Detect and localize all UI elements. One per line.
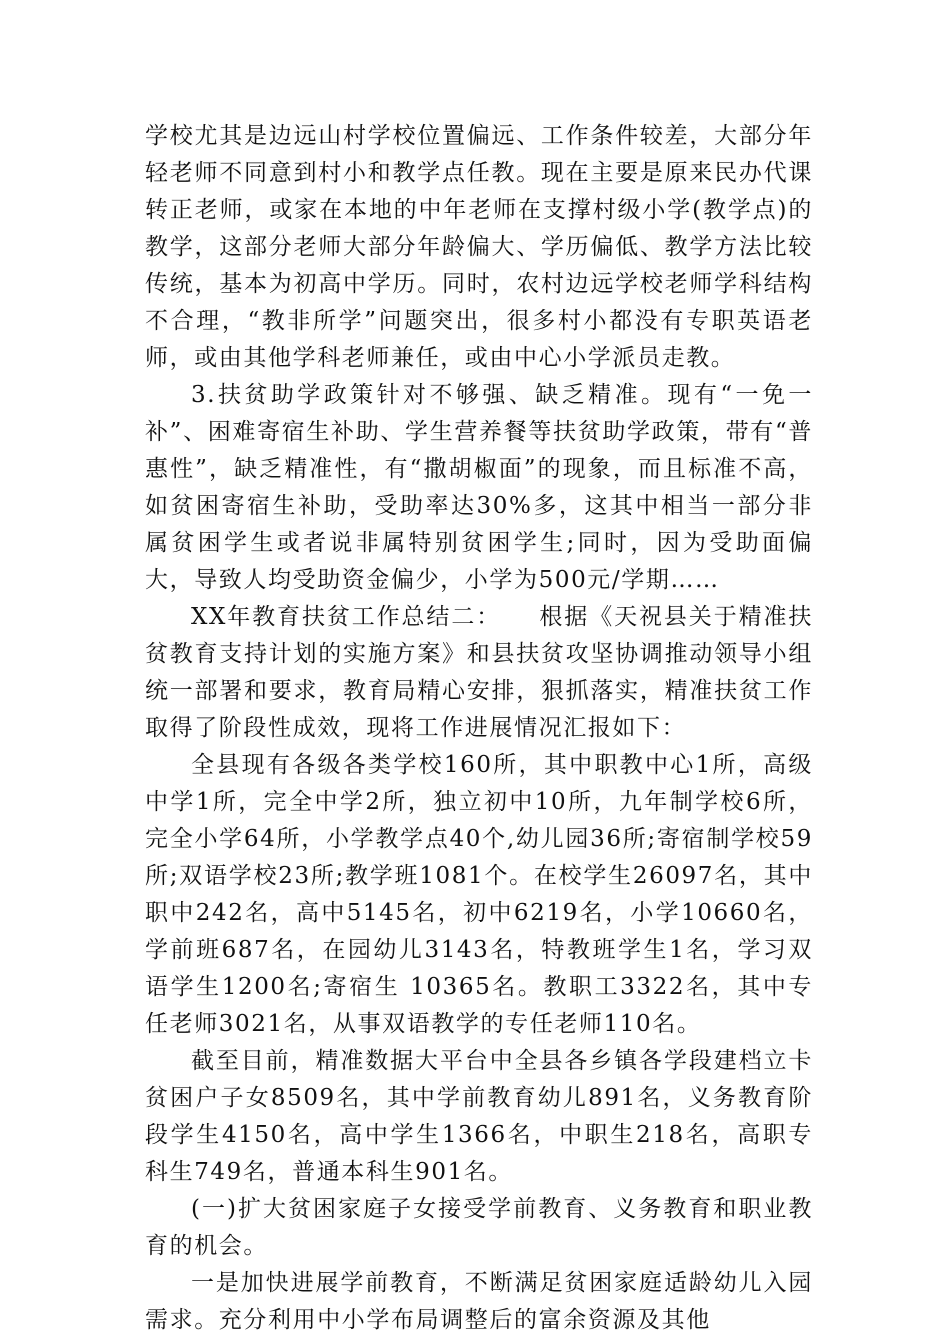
paragraph-summary-two-intro: XX年教育扶贫工作总结二： 根据《天祝县关于精准扶贫教育支持计划的实施方案》和县扶贫攻坚协调推动领导小组统一部署和要求，教育局精心安排，狠抓落实，精准扶贫工作取得了阶段性成效，现将工作进展情况汇报如下： — [145, 604, 813, 741]
paragraph-rural-teachers: 学校尤其是边远山村学校位置偏远、工作条件较差，大部分年轻老师不同意到村小和教学点任教。现在主要是原来民办代课转正老师，或家在本地的中年老师在支撑村级小学(教学点)的教学，这部分老师大部分年龄偏大、学历偏低、教学方法比较传统，基本为初高中学历。同时，农村边远学校老师学科结构不合理，“教非所学”问题突出，很多村小都没有专职英语老师，或由其他学科老师兼任，或由中心小学派员走教。 — [145, 123, 813, 371]
paragraph-poverty-aid-policy: 3.扶贫助学政策针对不够强、缺乏精准。现有“一免一补”、困难寄宿生补助、学生营养餐等扶贫助学政策，带有“普惠性”，缺乏精准性，有“撒胡椒面”的现象，而且标准不高，如贫困寄宿生补助，受助率达30%多，这其中相当一部分非属贫困学生或者说非属特别贫困学生;同时，因为受助面偏大，导致人均受助资金偏少，小学为500元/学期…… — [145, 382, 813, 593]
paragraph-section-one-heading: (一)扩大贫困家庭子女接受学前教育、义务教育和职业教育的机会。 — [145, 1196, 813, 1259]
paragraph-county-schools-stats: 全县现有各级各类学校160所，其中职教中心1所，高级中学1所，完全中学2所，独立初中10所，九年制学校6所，完全小学64所，小学教学点40个,幼儿园36所;寄宿制学校59所;双语学校23所;教学班1081个。在校学生26097名，其中职中242名，高中5145名，初中6219名，小学10660名，学前班687名，在园幼儿3143名，特教班学生1名，学习双语学生1200名;寄宿生 10365名。教职工3322名，其中专任老师3021名，从事双语教学的专任老师110名。 — [145, 752, 813, 1037]
document-page — [145, 118, 813, 1339]
paragraph-registered-students: 截至目前，精准数据大平台中全县各乡镇各学段建档立卡贫困户子女8509名，其中学前教育幼儿891名，义务教育阶段学生4150名，高中学生1366名，中职生218名，高职专科生749名，普通本科生901名。 — [145, 1048, 813, 1185]
paragraph-preschool-development: 一是加快进展学前教育，不断满足贫困家庭适龄幼儿入园需求。充分利用中小学布局调整后的富余资源及其他 — [145, 1270, 813, 1333]
